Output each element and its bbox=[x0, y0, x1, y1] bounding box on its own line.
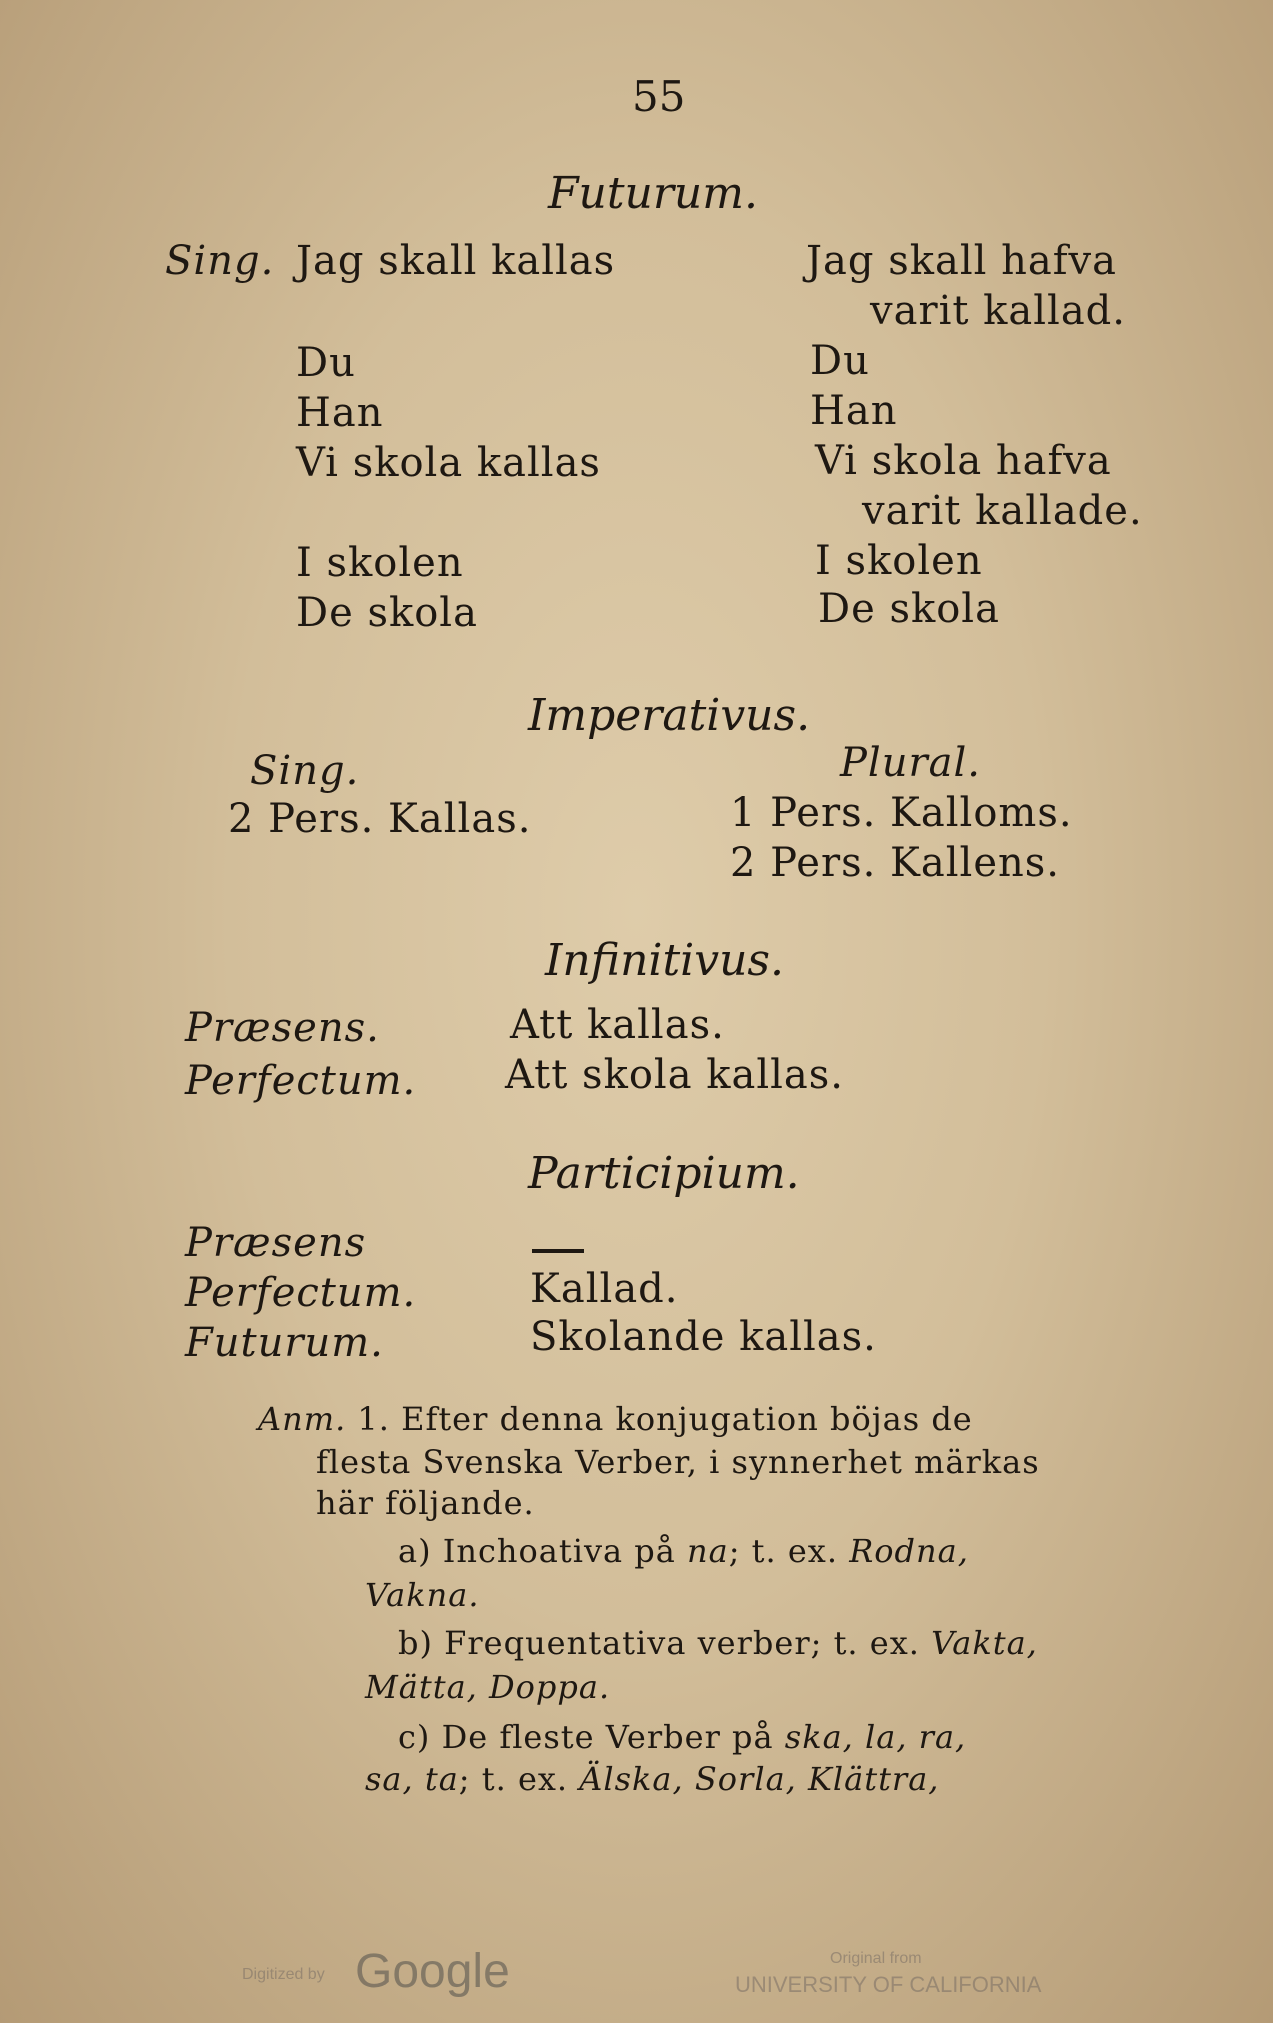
note-item-a bbox=[398, 1532, 969, 1570]
note-a-example-2: Vakna. bbox=[365, 1576, 480, 1614]
futurum-left-5: I skolen bbox=[296, 540, 464, 586]
futurum-right-5: Vi skola hafva bbox=[815, 438, 1112, 484]
futurum-right-8: De skola bbox=[818, 586, 1000, 632]
watermark-original-from: Original from bbox=[830, 1950, 922, 1967]
watermark-university: UNIVERSITY OF CALIFORNIA bbox=[735, 1972, 1042, 1997]
infinitivus-value-2: Att skola kallas. bbox=[505, 1052, 845, 1098]
imperativus-sing-label: Sing. bbox=[250, 748, 360, 794]
note-c-examples: Älska, Sorla, Klättra, bbox=[579, 1760, 940, 1798]
futurum-right-3: Du bbox=[810, 338, 870, 384]
imperativus-plural-2: 2 Pers. Kallens. bbox=[730, 840, 1061, 886]
participium-heading: Participium. bbox=[528, 1148, 800, 1199]
participium-label-1: Præsens bbox=[185, 1220, 367, 1266]
note-c-suffixes-2: sa, ta bbox=[365, 1760, 459, 1798]
imperativus-plural-label: Plural. bbox=[840, 740, 981, 786]
note-line-3: här följande. bbox=[316, 1484, 535, 1522]
note-a-rest: ; t. ex. bbox=[728, 1532, 839, 1570]
futurum-left-1: Jag skall kallas bbox=[296, 238, 616, 284]
imperativus-plural-1: 1 Pers. Kalloms. bbox=[730, 790, 1073, 836]
participium-label-2: Perfectum. bbox=[185, 1270, 417, 1316]
infinitivus-label-2: Perfectum. bbox=[185, 1058, 417, 1104]
note-line-1-text: 1. Efter denna konjugation böjas de bbox=[357, 1400, 973, 1438]
futurum-right-1: Jag skall hafva bbox=[806, 238, 1117, 284]
futurum-left-6: De skola bbox=[296, 590, 478, 636]
imperativus-heading: Imperativus. bbox=[528, 690, 811, 741]
note-b-example-1: Vakta, bbox=[931, 1624, 1038, 1662]
note-a-example-1: Rodna, bbox=[849, 1532, 969, 1570]
note-item-b bbox=[398, 1624, 1038, 1662]
futurum-sing-label: Sing. bbox=[165, 238, 275, 284]
note-line-1 bbox=[258, 1400, 973, 1438]
participium-dash bbox=[532, 1240, 584, 1259]
note-a-text: Inchoativa på bbox=[442, 1532, 676, 1570]
futurum-left-3: Han bbox=[296, 390, 384, 436]
futurum-left-4: Vi skola kallas bbox=[296, 440, 601, 486]
note-c-label: c) bbox=[398, 1718, 431, 1756]
futurum-heading: Futurum. bbox=[548, 168, 758, 219]
note-a-suffix: na bbox=[687, 1532, 729, 1570]
futurum-right-7: I skolen bbox=[815, 538, 983, 584]
futurum-right-6: varit kallade. bbox=[862, 488, 1143, 534]
participium-label-3: Futurum. bbox=[185, 1320, 384, 1366]
note-c-rest: ; t. ex. bbox=[458, 1760, 569, 1798]
futurum-right-4: Han bbox=[810, 388, 898, 434]
note-b-label: b) bbox=[398, 1624, 433, 1662]
note-item-c bbox=[398, 1718, 966, 1756]
infinitivus-label-1: Præsens. bbox=[185, 1005, 380, 1051]
participium-value-2: Kallad. bbox=[530, 1266, 679, 1312]
note-c-text: De fleste Verber på bbox=[441, 1718, 774, 1756]
participium-value-3: Skolande kallas. bbox=[530, 1314, 877, 1360]
infinitivus-heading: Infinitivus. bbox=[545, 935, 784, 986]
imperativus-sing-line: 2 Pers. Kallas. bbox=[228, 796, 532, 842]
futurum-right-2: varit kallad. bbox=[870, 288, 1126, 334]
note-label: Anm. bbox=[258, 1400, 347, 1438]
note-b-text: Frequentativa verber; t. ex. bbox=[444, 1624, 920, 1662]
note-a-label: a) bbox=[398, 1532, 432, 1570]
page-number: 55 bbox=[632, 72, 686, 121]
futurum-left-2: Du bbox=[296, 340, 356, 386]
note-c-suffixes-1: ska, la, ra, bbox=[784, 1718, 967, 1756]
infinitivus-value-1: Att kallas. bbox=[510, 1002, 725, 1048]
note-b-example-2: Mätta, Doppa. bbox=[365, 1668, 611, 1706]
watermark-digitized: Digitized by bbox=[242, 1966, 325, 1983]
note-line-2: flesta Svenska Verber, i synnerhet märkas bbox=[316, 1443, 1040, 1481]
watermark-google-logo: Google bbox=[355, 1945, 510, 1998]
note-item-c-cont bbox=[365, 1760, 939, 1798]
